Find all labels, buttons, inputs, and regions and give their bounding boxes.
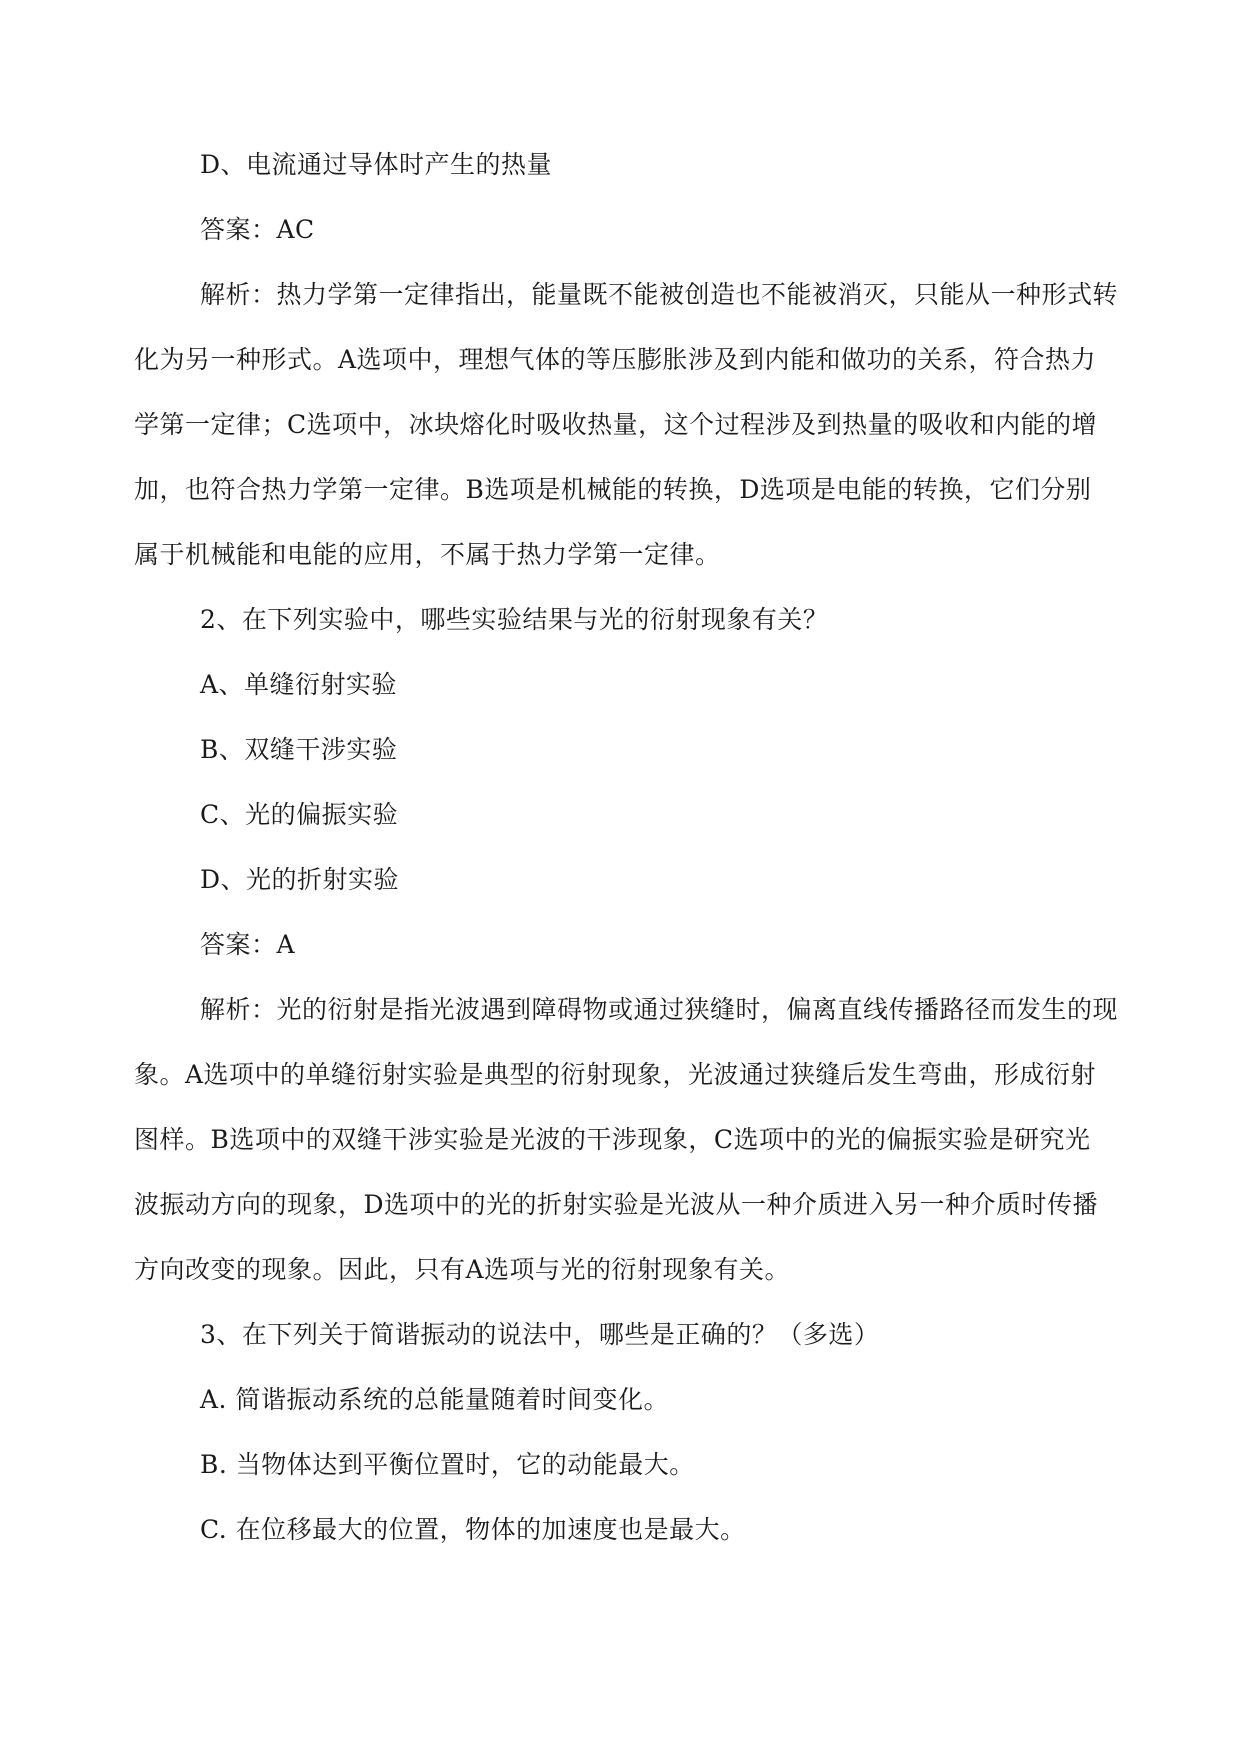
q2-option-a: A、单缝衍射实验 (200, 670, 398, 699)
q1-answer: 答案：AC (200, 215, 315, 244)
q1-option-d: D、电流通过导体时产生的热量 (200, 150, 553, 179)
q1-explanation-line-1: 解析：热力学第一定律指出，能量既不能被创造也不能被消灭，只能从一种形式转 (200, 280, 1119, 309)
q2-explanation-line-2: 象。A选项中的单缝衍射实验是典型的衍射现象，光波通过狭缝后发生弯曲，形成衍射 (134, 1060, 1097, 1089)
q2-answer: 答案：A (200, 930, 296, 959)
q2-option-b: B、双缝干涉实验 (200, 735, 398, 764)
q3-option-c: C. 在位移最大的位置，物体的加速度也是最大。 (200, 1515, 746, 1544)
q1-explanation-line-4: 加，也符合热力学第一定律。B选项是机械能的转换，D选项是电能的转换，它们分别 (134, 475, 1092, 504)
q3-question: 3、在下列关于简谐振动的说法中，哪些是正确的？（多选） (200, 1320, 880, 1349)
q2-option-d: D、光的折射实验 (200, 865, 400, 894)
q3-option-b: B. 当物体达到平衡位置时，它的动能最大。 (200, 1450, 695, 1479)
q2-explanation-line-4: 波振动方向的现象，D选项中的光的折射实验是光波从一种介质进入另一种介质时传播 (134, 1190, 1099, 1219)
q1-explanation-line-2: 化为另一种形式。A选项中，理想气体的等压膨胀涉及到内能和做功的关系，符合热力 (134, 345, 1097, 374)
q2-explanation-line-3: 图样。B选项中的双缝干涉实验是光波的干涉现象，C选项中的光的偏振实验是研究光 (134, 1125, 1091, 1154)
q2-explanation-line-5: 方向改变的现象。因此，只有A选项与光的衍射现象有关。 (134, 1255, 791, 1284)
q2-explanation-line-1: 解析：光的衍射是指光波遇到障碍物或通过狭缝时，偏离直线传播路径而发生的现 (200, 995, 1119, 1024)
q2-question: 2、在下列实验中，哪些实验结果与光的衍射现象有关？ (200, 605, 829, 634)
q1-explanation-line-5: 属于机械能和电能的应用，不属于热力学第一定律。 (134, 540, 721, 569)
q3-option-a: A. 简谐振动系统的总能量随着时间变化。 (200, 1385, 669, 1414)
q1-explanation-line-3: 学第一定律；C选项中，冰块熔化时吸收热量，这个过程涉及到热量的吸收和内能的增 (134, 410, 1098, 439)
q2-option-c: C、光的偏振实验 (200, 800, 399, 829)
